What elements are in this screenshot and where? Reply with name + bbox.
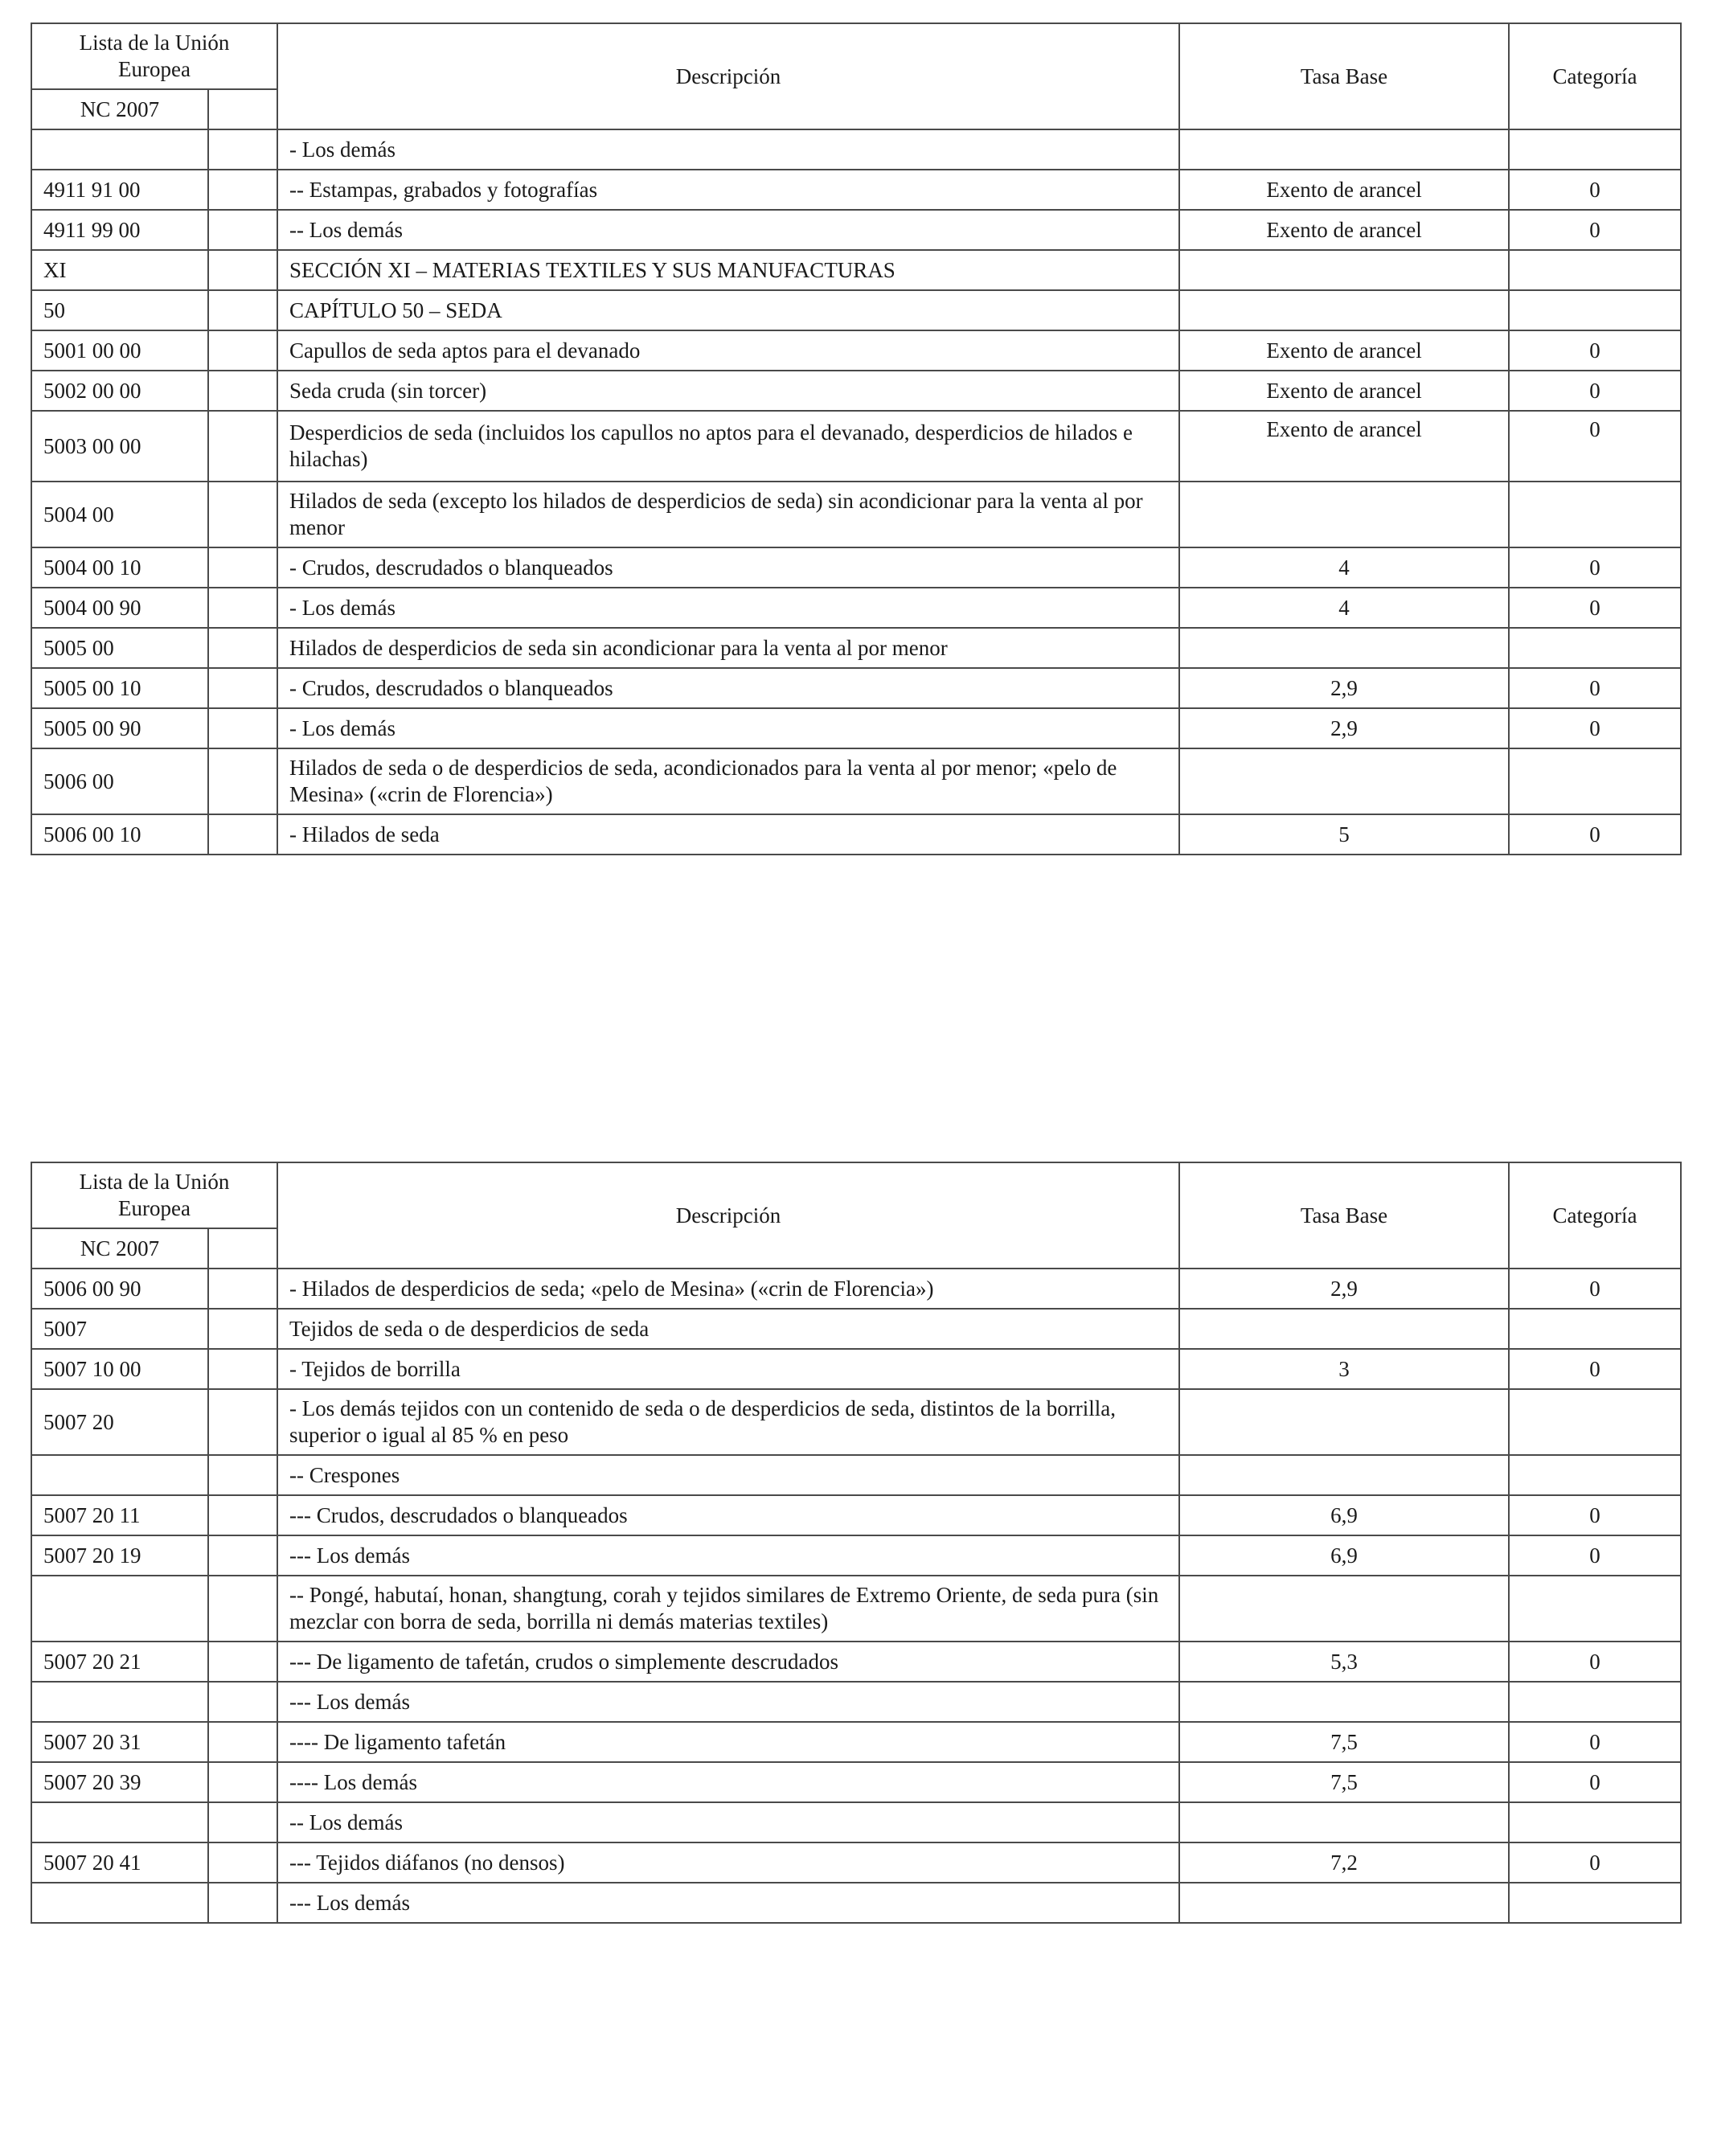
base-rate bbox=[1179, 1883, 1509, 1923]
blank-cell bbox=[208, 170, 277, 210]
blank-cell bbox=[208, 411, 277, 482]
blank-cell bbox=[208, 1642, 277, 1682]
description: --- Los demás bbox=[277, 1883, 1179, 1923]
table-row bbox=[31, 1762, 1681, 1802]
base-rate bbox=[1179, 748, 1509, 814]
blank-cell bbox=[208, 210, 277, 250]
table-row bbox=[31, 482, 1681, 547]
blank-cell bbox=[208, 1349, 277, 1389]
tariff-code: 5001 00 00 bbox=[31, 330, 208, 371]
blank-cell bbox=[208, 1883, 277, 1923]
tariff-code: 5005 00 10 bbox=[31, 668, 208, 708]
table-row bbox=[31, 330, 1681, 371]
table-row bbox=[31, 1722, 1681, 1762]
table-row bbox=[31, 814, 1681, 855]
blank-cell bbox=[208, 1535, 277, 1576]
base-rate bbox=[1179, 1309, 1509, 1349]
table-row bbox=[31, 668, 1681, 708]
base-rate: Exento de arancel bbox=[1179, 210, 1509, 250]
description: --- Crudos, descrudados o blanqueados bbox=[277, 1495, 1179, 1535]
table-row bbox=[31, 1802, 1681, 1842]
tariff-code: 5007 20 19 bbox=[31, 1535, 208, 1576]
description: --- Tejidos diáfanos (no densos) bbox=[277, 1842, 1179, 1883]
table-row bbox=[31, 1309, 1681, 1349]
table-row bbox=[31, 1883, 1681, 1923]
category: 0 bbox=[1509, 170, 1681, 210]
category bbox=[1509, 1309, 1681, 1349]
category: 0 bbox=[1509, 814, 1681, 855]
category: 0 bbox=[1509, 1349, 1681, 1389]
category bbox=[1509, 1802, 1681, 1842]
category: 0 bbox=[1509, 708, 1681, 748]
blank-cell bbox=[208, 1269, 277, 1309]
tariff-table-1 bbox=[31, 23, 1682, 855]
category bbox=[1509, 748, 1681, 814]
table-row bbox=[31, 210, 1681, 250]
tariff-code: 5002 00 00 bbox=[31, 371, 208, 411]
base-rate bbox=[1179, 290, 1509, 330]
base-rate: Exento de arancel bbox=[1179, 371, 1509, 411]
category bbox=[1509, 250, 1681, 290]
base-rate: 3 bbox=[1179, 1349, 1509, 1389]
header-blank bbox=[208, 1228, 277, 1269]
blank-cell bbox=[208, 1682, 277, 1722]
table-row bbox=[31, 628, 1681, 668]
base-rate: 2,9 bbox=[1179, 708, 1509, 748]
tariff-code: 5007 20 31 bbox=[31, 1722, 208, 1762]
table-row bbox=[31, 1642, 1681, 1682]
tariff-code: 5005 00 90 bbox=[31, 708, 208, 748]
category: 0 bbox=[1509, 1269, 1681, 1309]
base-rate: 7,2 bbox=[1179, 1842, 1509, 1883]
blank-cell bbox=[208, 1495, 277, 1535]
blank-cell bbox=[208, 814, 277, 855]
tariff-code: 5006 00 10 bbox=[31, 814, 208, 855]
tariff-code: 5004 00 90 bbox=[31, 588, 208, 628]
description: SECCIÓN XI – MATERIAS TEXTILES Y SUS MANUFACTURAS bbox=[277, 250, 1179, 290]
tariff-code: 50 bbox=[31, 290, 208, 330]
table-row bbox=[31, 1535, 1681, 1576]
tariff-code: 5006 00 bbox=[31, 748, 208, 814]
category bbox=[1509, 1455, 1681, 1495]
table-row bbox=[31, 1349, 1681, 1389]
table-row bbox=[31, 1389, 1681, 1455]
base-rate: 2,9 bbox=[1179, 668, 1509, 708]
description: Desperdicios de seda (incluidos los capullos no aptos para el devanado, desperdicios de hilados e hilachas) bbox=[277, 411, 1179, 482]
header-category: Categoría bbox=[1509, 1162, 1681, 1269]
tariff-code: 5003 00 00 bbox=[31, 411, 208, 482]
blank-cell bbox=[208, 708, 277, 748]
blank-cell bbox=[208, 371, 277, 411]
table-row bbox=[31, 290, 1681, 330]
header-list-ue: Lista de la Unión Europea bbox=[31, 1162, 277, 1228]
category: 0 bbox=[1509, 371, 1681, 411]
description: - Hilados de seda bbox=[277, 814, 1179, 855]
tariff-code: 5004 00 bbox=[31, 482, 208, 547]
base-rate bbox=[1179, 1682, 1509, 1722]
base-rate: 5,3 bbox=[1179, 1642, 1509, 1682]
table-row bbox=[31, 250, 1681, 290]
blank-cell bbox=[208, 1455, 277, 1495]
base-rate: Exento de arancel bbox=[1179, 330, 1509, 371]
blank-cell bbox=[208, 668, 277, 708]
tariff-code: 5007 20 41 bbox=[31, 1842, 208, 1883]
blank-cell bbox=[208, 290, 277, 330]
header-description: Descripción bbox=[277, 1162, 1179, 1269]
blank-cell bbox=[208, 1309, 277, 1349]
base-rate bbox=[1179, 482, 1509, 547]
base-rate: Exento de arancel bbox=[1179, 411, 1509, 482]
description: Tejidos de seda o de desperdicios de seda bbox=[277, 1309, 1179, 1349]
category bbox=[1509, 129, 1681, 170]
category: 0 bbox=[1509, 1495, 1681, 1535]
base-rate: Exento de arancel bbox=[1179, 170, 1509, 210]
description: - Hilados de desperdicios de seda; «pelo de Mesina» («crin de Florencia») bbox=[277, 1269, 1179, 1309]
description: - Crudos, descrudados o blanqueados bbox=[277, 547, 1179, 588]
description: Hilados de seda o de desperdicios de seda, acondicionados para la venta al por menor; «pelo de Mesina» («crin de Florencia») bbox=[277, 748, 1179, 814]
description: -- Estampas, grabados y fotografías bbox=[277, 170, 1179, 210]
tariff-code: 5006 00 90 bbox=[31, 1269, 208, 1309]
category: 0 bbox=[1509, 1762, 1681, 1802]
category: 0 bbox=[1509, 330, 1681, 371]
blank-cell bbox=[208, 129, 277, 170]
table-row bbox=[31, 588, 1681, 628]
category: 0 bbox=[1509, 411, 1681, 482]
tariff-code: 5005 00 bbox=[31, 628, 208, 668]
blank-cell bbox=[208, 482, 277, 547]
tariff-code: 5007 20 11 bbox=[31, 1495, 208, 1535]
description: Capullos de seda aptos para el devanado bbox=[277, 330, 1179, 371]
tariff-code bbox=[31, 129, 208, 170]
base-rate bbox=[1179, 1455, 1509, 1495]
category: 0 bbox=[1509, 547, 1681, 588]
table-row bbox=[31, 1576, 1681, 1642]
tariff-code: 5007 bbox=[31, 1309, 208, 1349]
table-row bbox=[31, 371, 1681, 411]
base-rate: 7,5 bbox=[1179, 1722, 1509, 1762]
base-rate bbox=[1179, 1802, 1509, 1842]
tariff-code bbox=[31, 1883, 208, 1923]
description: - Los demás bbox=[277, 129, 1179, 170]
blank-cell bbox=[208, 1722, 277, 1762]
description: - Crudos, descrudados o blanqueados bbox=[277, 668, 1179, 708]
category: 0 bbox=[1509, 1842, 1681, 1883]
description: -- Pongé, habutaí, honan, shangtung, corah y tejidos similares de Extremo Oriente, de seda pura (sin mezclar con borra de seda, borrilla ni demás materias textiles) bbox=[277, 1576, 1179, 1642]
base-rate bbox=[1179, 129, 1509, 170]
category bbox=[1509, 1576, 1681, 1642]
category: 0 bbox=[1509, 1722, 1681, 1762]
description: - Los demás bbox=[277, 588, 1179, 628]
category bbox=[1509, 1682, 1681, 1722]
blank-cell bbox=[208, 547, 277, 588]
tariff-code bbox=[31, 1576, 208, 1642]
category bbox=[1509, 1883, 1681, 1923]
category bbox=[1509, 1389, 1681, 1455]
description: ---- Los demás bbox=[277, 1762, 1179, 1802]
tariff-code: 5007 20 39 bbox=[31, 1762, 208, 1802]
description: Seda cruda (sin torcer) bbox=[277, 371, 1179, 411]
tariff-code: 4911 99 00 bbox=[31, 210, 208, 250]
blank-cell bbox=[208, 588, 277, 628]
category bbox=[1509, 628, 1681, 668]
description: - Los demás bbox=[277, 708, 1179, 748]
description: Hilados de seda (excepto los hilados de desperdicios de seda) sin acondicionar para la venta al por menor bbox=[277, 482, 1179, 547]
tariff-code: 5007 10 00 bbox=[31, 1349, 208, 1389]
description: -- Crespones bbox=[277, 1455, 1179, 1495]
blank-cell bbox=[208, 1762, 277, 1802]
table-row bbox=[31, 748, 1681, 814]
table-row bbox=[31, 547, 1681, 588]
blank-cell bbox=[208, 1389, 277, 1455]
table-row bbox=[31, 411, 1681, 482]
description: Hilados de desperdicios de seda sin acondicionar para la venta al por menor bbox=[277, 628, 1179, 668]
base-rate bbox=[1179, 628, 1509, 668]
description: -- Los demás bbox=[277, 210, 1179, 250]
header-category: Categoría bbox=[1509, 23, 1681, 129]
base-rate: 6,9 bbox=[1179, 1535, 1509, 1576]
tariff-code bbox=[31, 1455, 208, 1495]
category: 0 bbox=[1509, 1535, 1681, 1576]
tariff-code: 5004 00 10 bbox=[31, 547, 208, 588]
tariff-table-2 bbox=[31, 1162, 1682, 1924]
base-rate: 4 bbox=[1179, 588, 1509, 628]
blank-cell bbox=[208, 1842, 277, 1883]
header-blank bbox=[208, 89, 277, 129]
header-nc-2007: NC 2007 bbox=[31, 1228, 208, 1269]
blank-cell bbox=[208, 628, 277, 668]
header-list-ue: Lista de la Unión Europea bbox=[31, 23, 277, 89]
category bbox=[1509, 482, 1681, 547]
base-rate: 6,9 bbox=[1179, 1495, 1509, 1535]
base-rate: 2,9 bbox=[1179, 1269, 1509, 1309]
blank-cell bbox=[208, 748, 277, 814]
table-row bbox=[31, 129, 1681, 170]
tariff-code bbox=[31, 1682, 208, 1722]
table-row bbox=[31, 170, 1681, 210]
category: 0 bbox=[1509, 210, 1681, 250]
description: ---- De ligamento tafetán bbox=[277, 1722, 1179, 1762]
table-row bbox=[31, 1495, 1681, 1535]
blank-cell bbox=[208, 1576, 277, 1642]
description: --- De ligamento de tafetán, crudos o simplemente descrudados bbox=[277, 1642, 1179, 1682]
table-row bbox=[31, 1682, 1681, 1722]
tariff-code bbox=[31, 1802, 208, 1842]
blank-cell bbox=[208, 330, 277, 371]
category: 0 bbox=[1509, 1642, 1681, 1682]
tariff-code: 5007 20 bbox=[31, 1389, 208, 1455]
tariff-code: 5007 20 21 bbox=[31, 1642, 208, 1682]
table-row bbox=[31, 708, 1681, 748]
tariff-code: 4911 91 00 bbox=[31, 170, 208, 210]
description: --- Los demás bbox=[277, 1682, 1179, 1722]
header-description: Descripción bbox=[277, 23, 1179, 129]
base-rate: 4 bbox=[1179, 547, 1509, 588]
table-row bbox=[31, 1455, 1681, 1495]
base-rate bbox=[1179, 1389, 1509, 1455]
base-rate: 7,5 bbox=[1179, 1762, 1509, 1802]
category bbox=[1509, 290, 1681, 330]
description: -- Los demás bbox=[277, 1802, 1179, 1842]
base-rate bbox=[1179, 250, 1509, 290]
header-nc-2007: NC 2007 bbox=[31, 89, 208, 129]
category: 0 bbox=[1509, 588, 1681, 628]
tariff-code: XI bbox=[31, 250, 208, 290]
description: - Los demás tejidos con un contenido de seda o de desperdicios de seda, distintos de la borrilla, superior o igual al 85 % en peso bbox=[277, 1389, 1179, 1455]
table-row bbox=[31, 1269, 1681, 1309]
description: CAPÍTULO 50 – SEDA bbox=[277, 290, 1179, 330]
blank-cell bbox=[208, 250, 277, 290]
category: 0 bbox=[1509, 668, 1681, 708]
description: --- Los demás bbox=[277, 1535, 1179, 1576]
base-rate: 5 bbox=[1179, 814, 1509, 855]
table-row bbox=[31, 1842, 1681, 1883]
description: - Tejidos de borrilla bbox=[277, 1349, 1179, 1389]
header-base-rate: Tasa Base bbox=[1179, 23, 1509, 129]
base-rate bbox=[1179, 1576, 1509, 1642]
blank-cell bbox=[208, 1802, 277, 1842]
header-base-rate: Tasa Base bbox=[1179, 1162, 1509, 1269]
